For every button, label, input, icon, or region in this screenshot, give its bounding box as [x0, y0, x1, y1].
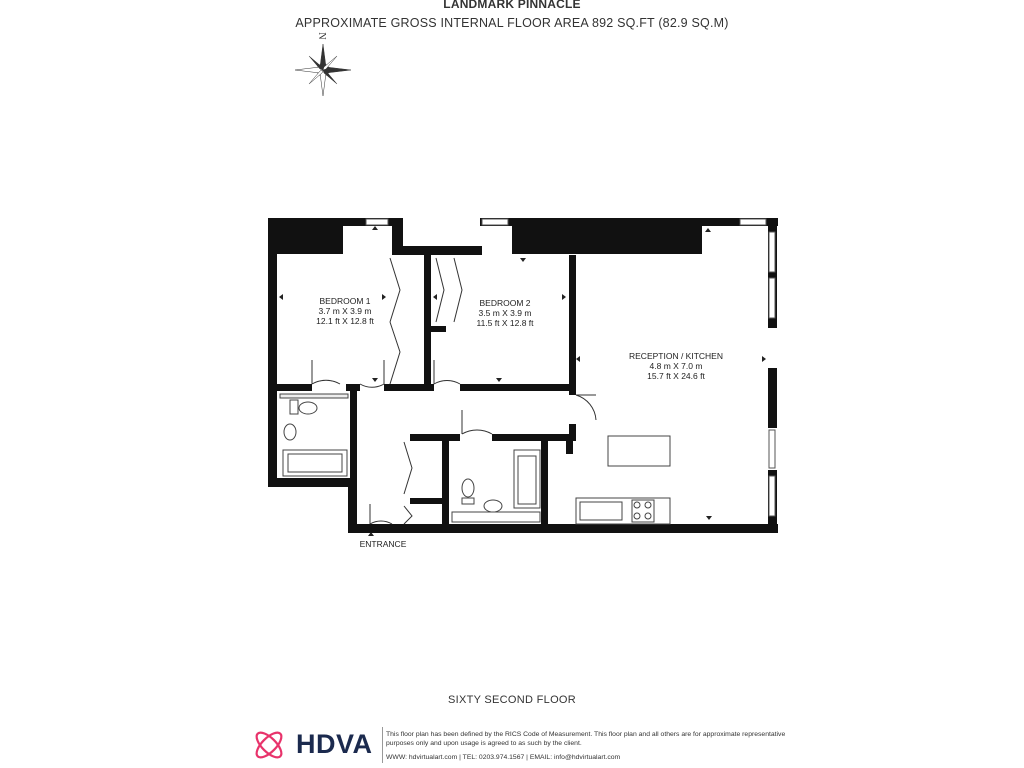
room-imperial: 15.7 ft X 24.6 ft	[647, 371, 705, 381]
floor-name: SIXTY SECOND FLOOR	[447, 694, 577, 706]
room-name: BEDROOM 2	[479, 298, 531, 308]
logo-text: HDVA	[296, 729, 373, 759]
room-metric: 3.5 m X 3.9 m	[478, 308, 532, 318]
floor-area-subtitle: APPROXIMATE GROSS INTERNAL FLOOR AREA 892 SQ.FT (82.9 SQ.M)	[295, 16, 729, 30]
room-imperial: 12.1 ft X 12.8 ft	[316, 316, 374, 326]
room-name: RECEPTION / KITCHEN	[629, 351, 723, 361]
disclaimer-text: This floor plan has been defined by the RICS Code of Measurement. This floor plan and all others are for approximate representative purposes only and upon usage is agreed to as such by the client.	[386, 731, 786, 747]
room-label-reception-kitchen	[629, 351, 723, 381]
room-label-bedroom-1	[316, 296, 374, 326]
room-metric: 4.8 m X 7.0 m	[649, 361, 703, 371]
room-metric: 3.7 m X 3.9 m	[318, 306, 372, 316]
compass-north-label: N	[316, 32, 327, 40]
entrance-label: ENTRANCE	[359, 539, 407, 549]
footer-divider	[382, 727, 383, 763]
room-label-bedroom-2	[476, 298, 534, 328]
room-name: BEDROOM 1	[319, 296, 371, 306]
room-imperial: 11.5 ft X 12.8 ft	[476, 318, 534, 328]
contact-info: WWW: hdvirtualart.com | TEL: 0203.974.1567 | EMAIL: info@hdvirtualart.com	[386, 754, 621, 761]
plan-title: LANDMARK PINNACLE	[443, 0, 581, 11]
